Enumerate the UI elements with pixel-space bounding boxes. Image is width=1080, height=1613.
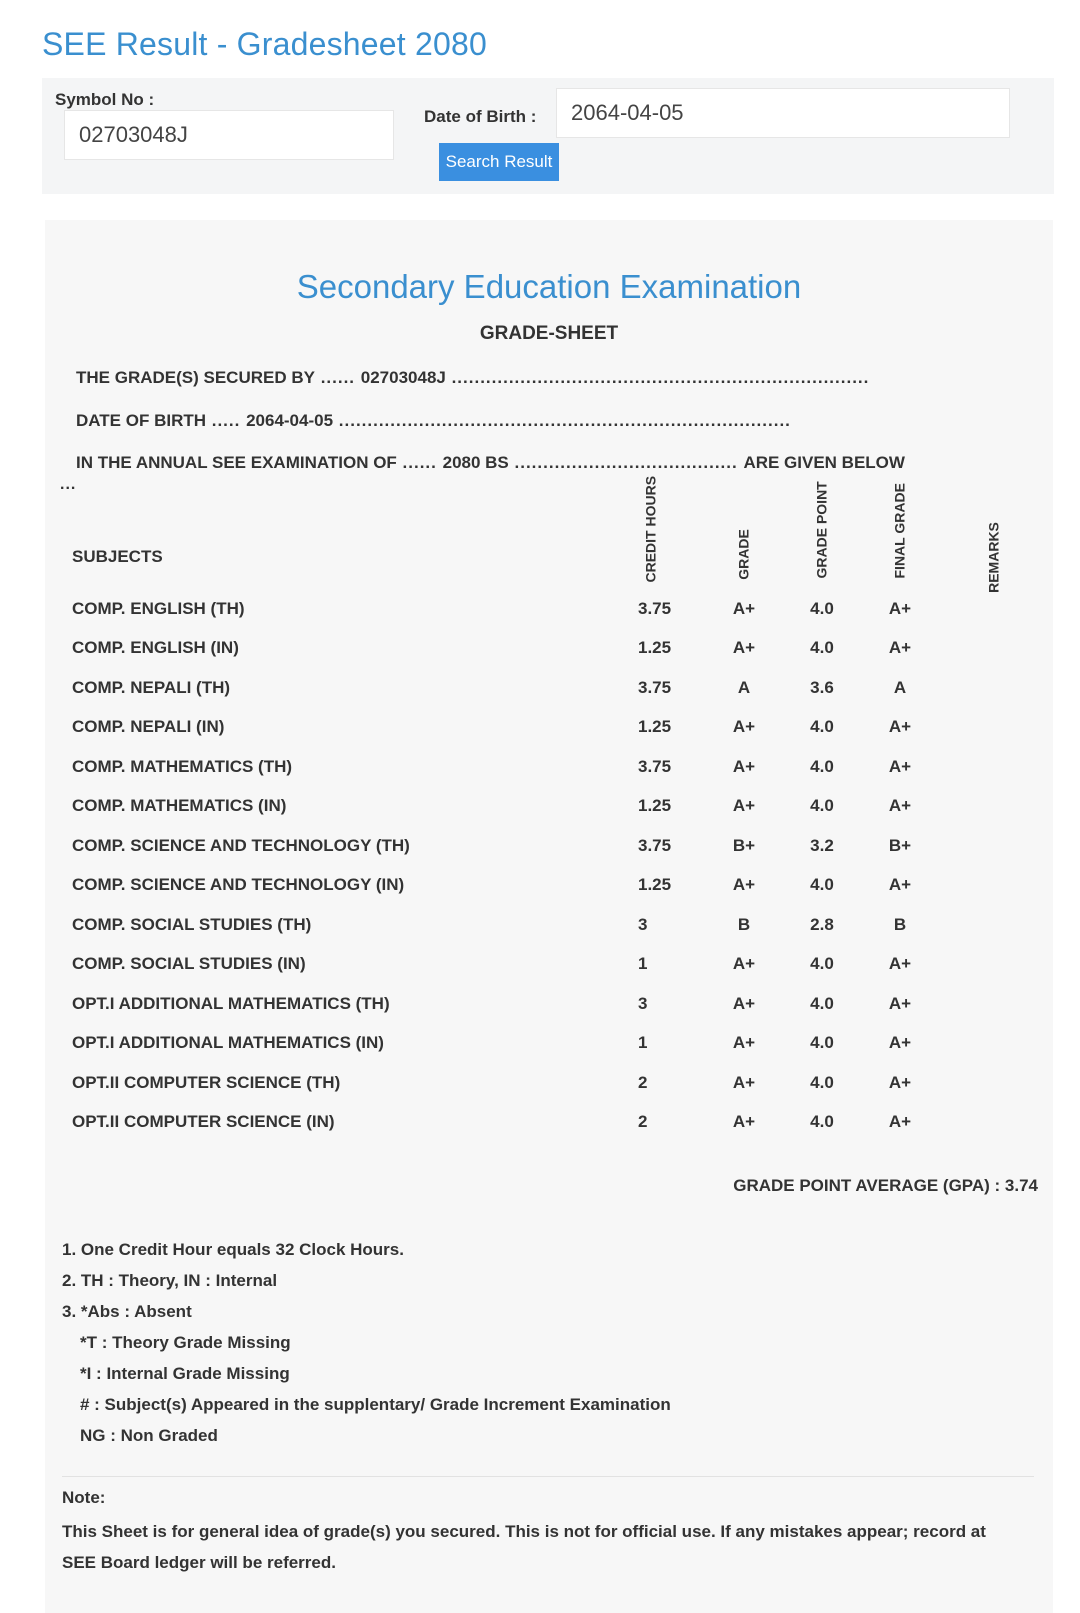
dob-line: DATE OF BIRTH ..... 2064-04-05 ............................................................................... (76, 411, 791, 430)
grade-point-cell: 2.8 (810, 915, 834, 934)
table-row (0, 678, 1080, 714)
final-grade-cell: A+ (888, 1033, 912, 1052)
credit-cell: 3.75 (638, 599, 672, 618)
final-grade-cell: B (893, 915, 907, 934)
subject-cell: COMP. ENGLISH (TH) (72, 599, 245, 618)
table-row (0, 1033, 1080, 1069)
grade-point-cell: 4.0 (810, 638, 834, 657)
exam-suffix: ARE GIVEN BELOW (743, 453, 905, 472)
grade-cell: A+ (732, 875, 756, 894)
table-row (0, 836, 1080, 872)
subject-cell: OPT.II COMPUTER SCIENCE (IN) (72, 1112, 335, 1131)
table-row (0, 994, 1080, 1030)
grade-point-cell: 4.0 (810, 954, 834, 973)
credit-cell: 1 (638, 1033, 648, 1052)
credit-cell: 1.25 (638, 875, 672, 894)
symbol-label: Symbol No : (55, 90, 155, 109)
grade-cell: A+ (732, 638, 756, 657)
final-grade-cell: A+ (888, 994, 912, 1013)
table-row (0, 915, 1080, 951)
subject-cell: OPT.I ADDITIONAL MATHEMATICS (IN) (72, 1033, 384, 1052)
grade-point-cell: 4.0 (810, 994, 834, 1013)
credit-cell: 3 (638, 915, 648, 934)
grade-point-header: GRADE POINT (813, 481, 830, 579)
legend-item: 2. TH : Theory, IN : Internal (62, 1271, 278, 1290)
credit-cell: 3.75 (638, 678, 672, 697)
final-grade-header: FINAL GRADE (891, 483, 908, 579)
table-row (0, 954, 1080, 990)
grade-cell: B+ (732, 836, 756, 855)
credit-cell: 1 (638, 954, 648, 973)
page-title: SEE Result - Gradesheet 2080 (42, 26, 487, 62)
subject-cell: COMP. MATHEMATICS (TH) (72, 757, 293, 776)
legend-item: *I : Internal Grade Missing (80, 1364, 290, 1383)
table-row (0, 757, 1080, 793)
credit-cell: 2 (638, 1073, 648, 1092)
final-grade-cell: A+ (888, 1112, 912, 1131)
credit-cell: 3.75 (638, 836, 672, 855)
subject-cell: COMP. SCIENCE AND TECHNOLOGY (TH) (72, 836, 410, 855)
grade-cell: A+ (732, 796, 756, 815)
subject-cell: COMP. SOCIAL STUDIES (TH) (72, 915, 312, 934)
grade-point-cell: 3.6 (810, 678, 834, 697)
secured-label: THE GRADE(S) SECURED BY (76, 368, 315, 387)
subject-cell: OPT.II COMPUTER SCIENCE (TH) (72, 1073, 341, 1092)
note-heading: Note: (62, 1488, 106, 1507)
subject-cell: OPT.I ADDITIONAL MATHEMATICS (TH) (72, 994, 390, 1013)
dob-input[interactable]: 2064-04-05 (556, 88, 1010, 138)
final-grade-cell: A+ (888, 717, 912, 736)
grade-point-cell: 4.0 (810, 1112, 834, 1131)
table-row (0, 1112, 1080, 1148)
subject-cell: COMP. NEPALI (IN) (72, 717, 225, 736)
table-row (0, 796, 1080, 832)
sheet-subtitle: GRADE-SHEET (479, 323, 619, 344)
subject-cell: COMP. MATHEMATICS (IN) (72, 796, 287, 815)
table-row (0, 599, 1080, 635)
final-grade-cell: A (893, 678, 907, 697)
grade-cell: A+ (732, 1112, 756, 1131)
sheet-dob-label: DATE OF BIRTH (76, 411, 207, 430)
trailing-dots: ... (60, 476, 77, 493)
grade-point-cell: 4.0 (810, 796, 834, 815)
credit-cell: 3.75 (638, 757, 672, 776)
subject-cell: COMP. SCIENCE AND TECHNOLOGY (IN) (72, 875, 405, 894)
legend-item: # : Subject(s) Appeared in the supplentary/ Grade Increment Examination (80, 1395, 671, 1414)
table-row (0, 1073, 1080, 1109)
grade-cell: A+ (732, 599, 756, 618)
final-grade-cell: B+ (888, 836, 912, 855)
grade-point-cell: 4.0 (810, 717, 834, 736)
grade-cell: A+ (732, 1073, 756, 1092)
grade-cell: B (737, 915, 751, 934)
remarks-header: REMARKS (985, 522, 1002, 593)
subjects-header: SUBJECTS (72, 547, 163, 566)
final-grade-cell: A+ (888, 1073, 912, 1092)
grade-point-cell: 4.0 (810, 1073, 834, 1092)
search-result-button[interactable]: Search Result (439, 143, 559, 181)
table-row (0, 638, 1080, 674)
grade-cell: A+ (732, 757, 756, 776)
symbol-input[interactable]: 02703048J (64, 110, 394, 160)
grade-point-cell: 4.0 (810, 757, 834, 776)
subject-cell: COMP. ENGLISH (IN) (72, 638, 239, 657)
exam-label: IN THE ANNUAL SEE EXAMINATION OF (76, 453, 397, 472)
exam-value: 2080 BS (442, 453, 509, 472)
subject-cell: COMP. SOCIAL STUDIES (IN) (72, 954, 306, 973)
secured-by-line: THE GRADE(S) SECURED BY ...... 02703048J ......................................................................... (76, 368, 870, 387)
credit-cell: 2 (638, 1112, 648, 1131)
secured-value: 02703048J (360, 368, 446, 387)
final-grade-cell: A+ (888, 796, 912, 815)
credit-cell: 3 (638, 994, 648, 1013)
final-grade-cell: A+ (888, 638, 912, 657)
grade-cell: A (737, 678, 751, 697)
final-grade-cell: A+ (888, 757, 912, 776)
final-grade-cell: A+ (888, 954, 912, 973)
exam-title: Secondary Education Examination (296, 268, 802, 305)
legend-item: *T : Theory Grade Missing (80, 1333, 291, 1352)
grade-cell: A+ (732, 954, 756, 973)
exam-line: IN THE ANNUAL SEE EXAMINATION OF ...... 2080 BS ....................................... ARE GIVEN BELOW (76, 453, 905, 472)
table-row (0, 717, 1080, 753)
legend-item: NG : Non Graded (80, 1426, 218, 1445)
legend-item: 3. *Abs : Absent (62, 1302, 192, 1321)
dob-label: Date of Birth : (424, 107, 537, 126)
note-text: This Sheet is for general idea of grade(s) you secured. This is not for official use. If any mistakes appear; record at SEE Board ledger will be referred. (62, 1522, 986, 1572)
grade-point-cell: 3.2 (810, 836, 834, 855)
sheet-dob-value: 2064-04-05 (246, 411, 334, 430)
credit-hours-header: CREDIT HOURS (642, 475, 659, 583)
legend-item: 1. One Credit Hour equals 32 Clock Hours. (62, 1240, 404, 1259)
grade-point-cell: 4.0 (810, 599, 834, 618)
final-grade-cell: A+ (888, 875, 912, 894)
credit-cell: 1.25 (638, 638, 672, 657)
gpa-summary: GRADE POINT AVERAGE (GPA) : 3.74 (733, 1176, 1038, 1195)
final-grade-cell: A+ (888, 599, 912, 618)
grade-point-cell: 4.0 (810, 1033, 834, 1052)
grade-cell: A+ (732, 994, 756, 1013)
credit-cell: 1.25 (638, 796, 672, 815)
grade-cell: A+ (732, 1033, 756, 1052)
table-row (0, 875, 1080, 911)
credit-cell: 1.25 (638, 717, 672, 736)
divider (62, 1476, 1034, 1477)
grade-point-cell: 4.0 (810, 875, 834, 894)
grade-header: GRADE (735, 529, 752, 580)
subject-cell: COMP. NEPALI (TH) (72, 678, 231, 697)
grade-cell: A+ (732, 717, 756, 736)
